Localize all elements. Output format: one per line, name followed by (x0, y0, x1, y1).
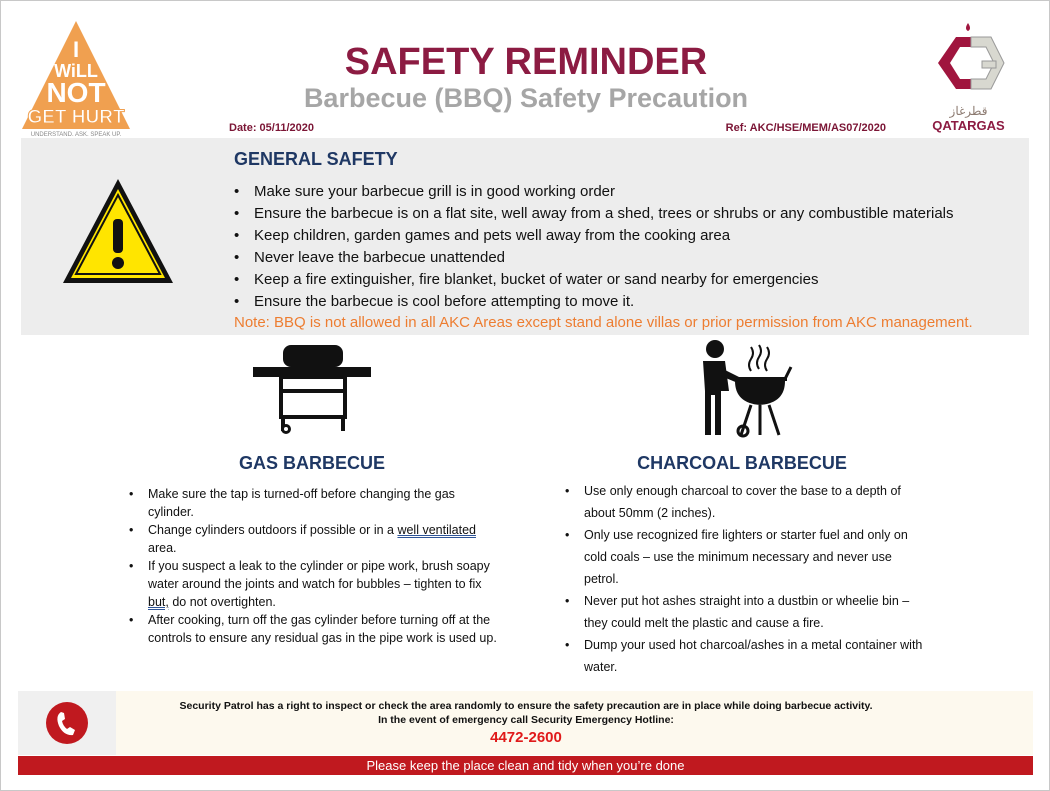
spelling-marked-text: well ventilated (397, 523, 476, 537)
hotline-label: In the event of emergency call Security Emergency Hotline: (378, 714, 674, 726)
grammar-marked-text: but, (148, 595, 169, 609)
list-item: • Make sure your barbecue grill is in good working order (234, 181, 954, 203)
svg-text:NOT: NOT (46, 77, 106, 108)
qatargas-logo (926, 21, 1011, 136)
item-text: area. (148, 541, 177, 555)
warning-icon (59, 175, 177, 287)
page-subtitle: Barbecue (BBQ) Safety Precaution (303, 83, 749, 113)
list-item: • Keep children, garden games and pets well away from the cooking area (234, 225, 954, 247)
charcoal-barbecue-heading: CHARCOAL BARBECUE (637, 453, 847, 473)
gas-grill-icon (253, 343, 373, 435)
list-item: • Never put hot ashes straight into a dustbin or wheelie bin – they could melt the plastic and cause a fire. (565, 590, 925, 634)
svg-text:GET HURT: GET HURT (27, 107, 125, 128)
reference: Ref: AKC/HSE/MEM/AS07/2020 (725, 122, 886, 134)
list-item: • Keep a fire extinguisher, fire blanket, bucket of water or sand nearby for emergencies (234, 269, 954, 291)
list-item: • Use only enough charcoal to cover the base to a depth of about 50mm (2 inches). (565, 480, 925, 524)
charcoal-barbecue-list (565, 480, 925, 678)
svg-text:WiLL: WiLL (54, 61, 98, 81)
security-notice: Security Patrol has a right to inspect or check the area randomly to ensure the safety precaution are in place while doing barbecue activity. (179, 700, 873, 712)
item-text: Change cylinders outdoors if possible or in a (148, 523, 398, 537)
cleanliness-banner: Please keep the place clean and tidy when you’re done (18, 756, 1033, 775)
page-title: SAFETY REMINDER (344, 41, 708, 83)
item-text: do not overtighten. (168, 595, 276, 609)
svg-text:I: I (72, 37, 80, 62)
qatargas-name: QATARGAS (932, 118, 1005, 133)
charcoal-grill-person-icon (693, 339, 793, 439)
date: Date: 05/11/2020 (229, 122, 315, 134)
general-note: Note: BBQ is not allowed in all AKC Areas except stand alone villas or prior permission from AKC management. (234, 314, 973, 331)
hotline-number: 4472-2600 (490, 729, 562, 746)
list-item (129, 611, 501, 647)
list-item: • Never leave the barbecue unattended (234, 247, 954, 269)
list-item (129, 521, 501, 557)
list-item (129, 557, 501, 611)
item-text: If you suspect a leak to the cylinder or pipe work, brush soapy water around the joints and watch for bubbles – tighten to fix (148, 559, 490, 591)
item-text: Make sure the tap is turned-off before changing the gas cylinder. (148, 487, 455, 519)
general-safety-list (234, 181, 954, 313)
list-item: • Ensure the barbecue is on a flat site, well away from a shed, trees or shrubs or any combustible materials (234, 203, 954, 225)
list-item: • Dump your used hot charcoal/ashes in a metal container with water. (565, 634, 925, 678)
general-safety-panel (21, 138, 1029, 335)
gas-barbecue-list (129, 485, 501, 647)
qatargas-arabic: قطرغاز (949, 104, 988, 118)
list-item (129, 485, 501, 521)
svg-text:UNDERSTAND. ASK. SPEAK UP.: UNDERSTAND. ASK. SPEAK UP. (30, 132, 122, 138)
item-text: After cooking, turn off the gas cylinder before turning off at the controls to ensure any residual gas in the pipe work is used up. (148, 613, 497, 645)
list-item: • Only use recognized fire lighters or starter fuel and only on cold coals – use the minimum necessary and never use petrol. (565, 524, 925, 590)
general-safety-heading: GENERAL SAFETY (234, 149, 398, 169)
gas-barbecue-heading: GAS BARBECUE (238, 453, 385, 473)
list-item: • Ensure the barbecue is cool before attempting to move it. (234, 291, 954, 313)
